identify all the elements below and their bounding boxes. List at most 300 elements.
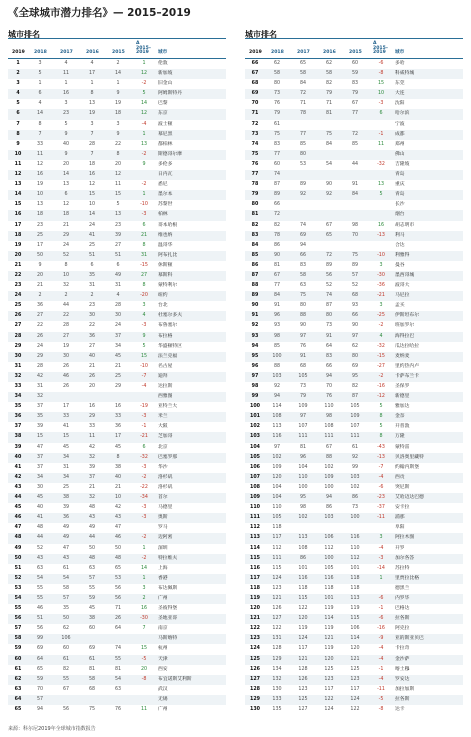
city-name: 上海 — [158, 565, 168, 571]
table-row — [8, 453, 226, 463]
rank-change: -37 — [377, 505, 385, 511]
rank-change: -32 — [377, 161, 385, 167]
rank-2016: 48 — [88, 505, 96, 511]
rank-2017: 98 — [299, 505, 307, 511]
rank-2019: 123 — [249, 636, 260, 642]
header-2018: 2018 — [34, 50, 47, 56]
city-name: 多伦多 — [158, 161, 173, 167]
rank-change: -11 — [377, 515, 385, 521]
rank-change: -10 — [377, 252, 385, 258]
table-row — [245, 382, 463, 392]
rank-2016: 90 — [325, 182, 333, 188]
rank-2016: 12 — [88, 182, 96, 188]
rank-2017: 1 — [64, 81, 68, 87]
rank-2016: 88 — [325, 454, 333, 460]
rank-2018: 69 — [36, 646, 44, 652]
rank-2017: 106 — [61, 636, 71, 642]
rank-2019: 102 — [249, 424, 260, 430]
table-row — [245, 332, 463, 342]
rank-2017: 18 — [62, 212, 70, 218]
rank-2016: 101 — [324, 595, 334, 601]
rank-2019: 103 — [249, 434, 260, 440]
rank-change: -36 — [377, 283, 385, 289]
rank-2019: 35 — [14, 404, 22, 410]
rank-2016: 62 — [325, 61, 333, 66]
header-2015: 2015 — [349, 50, 362, 56]
city-name: 南京 — [158, 626, 168, 632]
city-name: 马尼拉 — [395, 293, 410, 299]
rank-change: 12 — [140, 111, 148, 117]
rank-2018: 108 — [272, 414, 282, 420]
table-row — [8, 584, 226, 594]
rank-change: -4 — [378, 474, 384, 480]
rank-change: -8 — [141, 676, 147, 682]
rank-2016: 69 — [88, 646, 96, 652]
city-name: 班加罗尔 — [395, 323, 415, 329]
rank-2018: 82 — [273, 222, 281, 228]
rank-change: 1 — [379, 575, 383, 581]
rank-2018: 51 — [36, 616, 44, 622]
rank-2017: 12 — [62, 202, 70, 208]
rank-2017: 60 — [62, 646, 70, 652]
rank-change: 6 — [142, 222, 146, 228]
table-row — [245, 241, 463, 251]
table-row — [8, 109, 226, 119]
rank-2015: 38 — [114, 464, 122, 470]
rank-2019: 65 — [14, 707, 22, 712]
rank-2015: 112 — [350, 555, 360, 561]
rank-2019: 52 — [14, 575, 22, 581]
table-row — [8, 665, 226, 675]
rank-2017: 20 — [62, 161, 70, 167]
rank-2018: 102 — [272, 454, 282, 460]
rank-2019: 47 — [14, 525, 22, 531]
table-row — [245, 261, 463, 271]
rank-2016: 16 — [88, 404, 96, 410]
rank-change: -9 — [378, 636, 384, 642]
rank-change: -1 — [378, 131, 384, 137]
rank-change: 8 — [379, 434, 383, 440]
city-name: 阿拉木图 — [395, 535, 415, 541]
ranking-table-left — [8, 38, 226, 715]
rank-2017: 57 — [62, 595, 70, 601]
rank-2016: 13 — [88, 101, 96, 107]
rank-2015: 50 — [114, 545, 122, 551]
table-row — [8, 311, 226, 321]
table-row — [8, 554, 226, 564]
rank-2018: 94 — [273, 394, 281, 400]
rank-2016: 39 — [88, 464, 96, 470]
city-name: 波哥大 — [395, 283, 410, 289]
rank-2017: 28 — [62, 323, 70, 329]
rank-2017: 54 — [62, 575, 70, 581]
rank-change: 3 — [379, 262, 383, 268]
rank-2017: 41 — [62, 424, 70, 430]
rank-2017: 107 — [298, 424, 308, 430]
rank-2017: 65 — [299, 61, 307, 66]
city-name: 首尔 — [158, 495, 168, 501]
rank-2019: 76 — [251, 161, 259, 167]
rank-2017: 27 — [62, 333, 70, 339]
rank-2016: 67 — [325, 222, 333, 228]
city-name: 米兰 — [158, 414, 168, 420]
table-row — [8, 362, 226, 372]
header-2016: 2016 — [86, 50, 99, 56]
rank-2015: 34 — [114, 343, 122, 349]
rank-2016: 114 — [324, 616, 334, 622]
rank-2018: 110 — [272, 505, 282, 511]
rank-2016: 15 — [88, 192, 96, 198]
rank-2017: 69 — [299, 232, 307, 238]
rank-2016: 100 — [324, 484, 334, 490]
city-name: 德黑兰 — [395, 585, 410, 591]
rank-2015: 14 — [114, 71, 122, 77]
rank-2019: 105 — [249, 454, 260, 460]
rank-2018: 118 — [272, 525, 282, 531]
city-name: 里约热内卢 — [395, 363, 419, 369]
rank-2019: 126 — [249, 666, 260, 672]
rank-2015: 110 — [350, 545, 360, 551]
rank-2019: 92 — [251, 323, 259, 329]
rank-2015: 45 — [114, 444, 122, 450]
rank-2017: 102 — [298, 515, 308, 521]
rank-2018: 12 — [36, 161, 44, 167]
rank-2016: 86 — [325, 505, 333, 511]
table-row — [8, 160, 226, 170]
table-row — [245, 503, 463, 513]
rank-change: -6 — [378, 484, 384, 490]
city-name: 青岛 — [395, 192, 405, 198]
rank-2016: 70 — [325, 384, 333, 389]
table-row — [8, 372, 226, 382]
rank-2015: 76 — [114, 707, 122, 712]
rank-2018: 123 — [272, 585, 282, 591]
rank-2016: 41 — [88, 232, 96, 238]
rank-2016: 21 — [88, 484, 96, 490]
rank-2018: 67 — [273, 272, 281, 278]
rank-2019: 26 — [14, 313, 22, 319]
table-row — [8, 79, 226, 89]
table-row — [8, 301, 226, 311]
rank-2018: 113 — [272, 424, 282, 430]
table-row — [245, 392, 463, 402]
table-row — [245, 342, 463, 352]
rank-2017: 31 — [62, 464, 70, 470]
rank-2019: 115 — [249, 555, 260, 561]
rank-change: -3 — [141, 515, 147, 521]
rank-change: 13 — [377, 182, 385, 188]
table-row — [245, 210, 463, 220]
table-row — [8, 483, 226, 493]
table-row — [8, 463, 226, 473]
rank-2017: 35 — [62, 606, 70, 612]
city-name: 麦纳麦 — [395, 353, 410, 359]
rank-2016: 92 — [325, 192, 333, 198]
table-row — [245, 231, 463, 241]
rank-change: -3 — [378, 101, 384, 107]
rank-2018: 11 — [36, 151, 44, 157]
rank-2017: 100 — [298, 484, 308, 490]
rank-2016: 87 — [325, 303, 333, 309]
table-row — [245, 564, 463, 574]
rank-2017: 120 — [298, 616, 308, 622]
rank-2015: 67 — [351, 101, 359, 107]
rank-2016: 19 — [88, 111, 96, 117]
table-row — [8, 200, 226, 210]
rank-change: -15 — [377, 353, 385, 359]
city-name: 孟买 — [395, 303, 405, 309]
table-row — [8, 231, 226, 241]
rank-2018: 72 — [273, 212, 281, 218]
table-row — [8, 281, 226, 291]
table-row — [8, 422, 226, 432]
rank-2018: 121 — [272, 595, 282, 601]
rank-2018: 131 — [272, 636, 282, 642]
rank-change: -5 — [378, 696, 384, 702]
rank-2015: 80 — [351, 353, 359, 359]
rank-2019: 53 — [14, 585, 22, 591]
rank-2017: 77 — [299, 131, 307, 137]
rank-2018: 17 — [36, 242, 44, 248]
rank-2015: 56 — [114, 585, 122, 591]
city-name: 布宜诺斯艾利斯 — [158, 676, 192, 682]
rank-2015: 5 — [116, 202, 120, 208]
table-row — [245, 493, 463, 503]
rank-2018: 122 — [272, 626, 282, 632]
rank-2019: 23 — [14, 283, 22, 289]
rank-2018: 126 — [272, 606, 282, 612]
rank-change: -13 — [377, 232, 385, 238]
rank-2017: 94 — [299, 242, 307, 248]
rank-2019: 95 — [251, 353, 259, 359]
rank-2018: 116 — [272, 434, 282, 440]
rank-2016: 25 — [88, 242, 96, 248]
rank-2015: 90 — [351, 323, 359, 329]
city-name: 台北 — [158, 303, 168, 309]
table-row — [8, 130, 226, 140]
rank-2015: 118 — [350, 575, 360, 581]
rank-2015: 24 — [114, 323, 122, 329]
city-name: 里贾拉比格 — [395, 575, 419, 581]
rank-2016: 26 — [88, 373, 96, 379]
rank-change: 27 — [140, 272, 148, 278]
rank-2015: 123 — [350, 676, 360, 682]
rank-2017: 72 — [299, 91, 307, 97]
rank-2018: 80 — [273, 81, 281, 87]
rank-2016: 75 — [325, 131, 333, 137]
rank-2016: 7 — [90, 131, 94, 137]
rank-2017: 84 — [299, 81, 307, 87]
rank-2018: 24 — [36, 343, 44, 349]
rank-change: -4 — [378, 656, 384, 662]
rank-2018: 130 — [272, 686, 282, 692]
city-name: 拉各斯 — [395, 616, 410, 622]
table-row — [8, 695, 226, 705]
rank-2019: 89 — [251, 293, 259, 299]
rank-2018: 84 — [273, 293, 281, 299]
rank-2015: 64 — [114, 626, 122, 632]
header-2017: 2017 — [60, 50, 73, 56]
rank-2015: 6 — [116, 262, 120, 268]
rank-2018: 37 — [36, 404, 44, 410]
rank-2018: 117 — [272, 535, 282, 541]
rank-2017: 83 — [299, 262, 307, 268]
city-name: 法兰克福 — [158, 353, 178, 359]
rank-2019: 45 — [14, 505, 22, 511]
city-name: 浦那 — [395, 515, 405, 521]
rank-2017: 46 — [62, 373, 70, 379]
table-row — [245, 695, 463, 705]
rank-change: -7 — [378, 464, 384, 470]
rank-2016: 79 — [325, 91, 333, 97]
city-name: 利马 — [395, 232, 405, 238]
rank-2017: 33 — [62, 414, 70, 420]
rank-2015: 118 — [350, 585, 360, 591]
rank-change: -15 — [140, 262, 148, 268]
rank-2018: 4 — [38, 101, 42, 107]
rank-2015: 39 — [114, 232, 122, 238]
rank-2016: 40 — [88, 353, 96, 359]
rank-2015: 91 — [351, 182, 359, 188]
rank-2015: 36 — [114, 424, 122, 430]
rank-2019: 68 — [251, 81, 259, 87]
rank-2016: 98 — [325, 414, 333, 420]
rank-2019: 1 — [16, 61, 20, 66]
city-name: 苏黎世 — [158, 202, 173, 208]
rank-2019: 93 — [251, 333, 259, 339]
table-row — [8, 402, 226, 412]
rank-change: 1 — [142, 61, 146, 66]
rank-2016: 52 — [325, 283, 333, 289]
city-name: 芝加哥 — [158, 434, 173, 440]
rank-2018: 9 — [38, 262, 42, 268]
rank-change: -3 — [141, 464, 147, 470]
rank-2018: 48 — [36, 525, 44, 531]
table-row — [245, 130, 463, 140]
rank-2018: 127 — [272, 616, 282, 622]
city-name: 武汉 — [158, 686, 168, 692]
rank-2019: 108 — [249, 484, 260, 490]
rank-2018: 21 — [36, 283, 44, 289]
rank-2015: 113 — [350, 595, 360, 601]
table-row — [245, 190, 463, 200]
rank-2019: 32 — [14, 373, 22, 379]
rank-2016: 124 — [324, 707, 334, 712]
rank-change: -10 — [140, 202, 148, 208]
city-name: 名古屋 — [158, 363, 173, 369]
rank-2015: 106 — [350, 626, 360, 632]
rank-2018: 16 — [36, 172, 44, 178]
rank-2018: 97 — [273, 444, 281, 450]
table-row — [245, 574, 463, 584]
rank-2019: 64 — [14, 696, 22, 702]
rank-2017: 23 — [62, 111, 70, 117]
rank-2017: 105 — [298, 373, 308, 379]
rank-2018: 128 — [272, 646, 282, 652]
rank-2018: 78 — [273, 232, 281, 238]
rank-2015: 9 — [116, 91, 120, 97]
rank-2016: 48 — [88, 555, 96, 561]
rank-2019: 78 — [251, 182, 259, 188]
rank-2018: 56 — [36, 626, 44, 632]
city-name: 东莞 — [395, 81, 405, 87]
rank-2019: 48 — [14, 535, 22, 541]
city-name: 亚的斯亚贝巴 — [395, 636, 424, 642]
city-name: 亚特兰大 — [158, 404, 178, 410]
city-name: 雅加达 — [395, 404, 410, 410]
rank-change: -3 — [141, 414, 147, 420]
city-name: 西安 — [158, 666, 168, 672]
rank-change: -6 — [378, 616, 384, 622]
table-row — [245, 604, 463, 614]
rank-2016: 125 — [324, 666, 334, 672]
rank-change: -16 — [377, 384, 385, 389]
rank-2019: 50 — [14, 555, 22, 561]
rank-2015: 53 — [114, 575, 122, 581]
city-name: 西雅图 — [158, 394, 173, 400]
table-row — [245, 432, 463, 442]
table-row — [8, 574, 226, 584]
rank-2015: 21 — [114, 484, 122, 490]
table-row — [245, 685, 463, 695]
rank-2017: 79 — [299, 394, 307, 400]
rank-2017: 32 — [62, 283, 70, 289]
rank-2016: 32 — [88, 454, 96, 460]
rank-2018: 104 — [272, 495, 282, 501]
city-name: 烟台 — [395, 212, 405, 218]
rank-2017: 47 — [62, 545, 70, 551]
rank-change: 14 — [140, 565, 148, 571]
rank-2016: 21 — [88, 363, 96, 369]
rank-change: 5 — [379, 424, 383, 430]
rank-2015: 48 — [114, 555, 122, 561]
rank-2019: 39 — [14, 444, 22, 450]
rank-2016: 82 — [325, 81, 333, 87]
rank-2019: 51 — [14, 565, 22, 571]
rank-2015: 124 — [350, 696, 360, 702]
rank-2019: 84 — [251, 242, 259, 248]
rank-2018: 62 — [273, 61, 281, 66]
table-row — [245, 150, 463, 160]
rank-2019: 109 — [249, 495, 260, 501]
rank-change: 9 — [142, 161, 146, 167]
rank-change: -12 — [377, 394, 385, 400]
rank-2016: 61 — [88, 656, 96, 662]
rank-2015: 111 — [350, 434, 360, 440]
rank-2017: 38 — [62, 495, 70, 501]
rank-2017: 90 — [299, 323, 307, 329]
rank-2017: 26 — [62, 363, 70, 369]
rank-2016: 89 — [325, 262, 333, 268]
city-name: 达卡 — [395, 707, 405, 712]
table-row — [8, 59, 226, 69]
city-name: 斯德哥尔摩 — [158, 151, 182, 157]
rank-2017: 113 — [298, 535, 308, 541]
table-row — [245, 655, 463, 665]
rank-2017: 101 — [298, 565, 308, 571]
rank-2017: 9 — [64, 151, 68, 157]
rank-2018: 66 — [273, 202, 281, 208]
city-name: 慕尼黑 — [158, 131, 173, 137]
rank-2015: 100 — [350, 515, 360, 521]
rank-2019: 79 — [251, 192, 259, 198]
table-row — [245, 180, 463, 190]
table-row — [8, 604, 226, 614]
rank-2019: 111 — [249, 515, 260, 521]
rank-2015: 99 — [351, 464, 359, 470]
rank-2016: 10 — [88, 202, 96, 208]
rank-change: 8 — [142, 242, 146, 248]
